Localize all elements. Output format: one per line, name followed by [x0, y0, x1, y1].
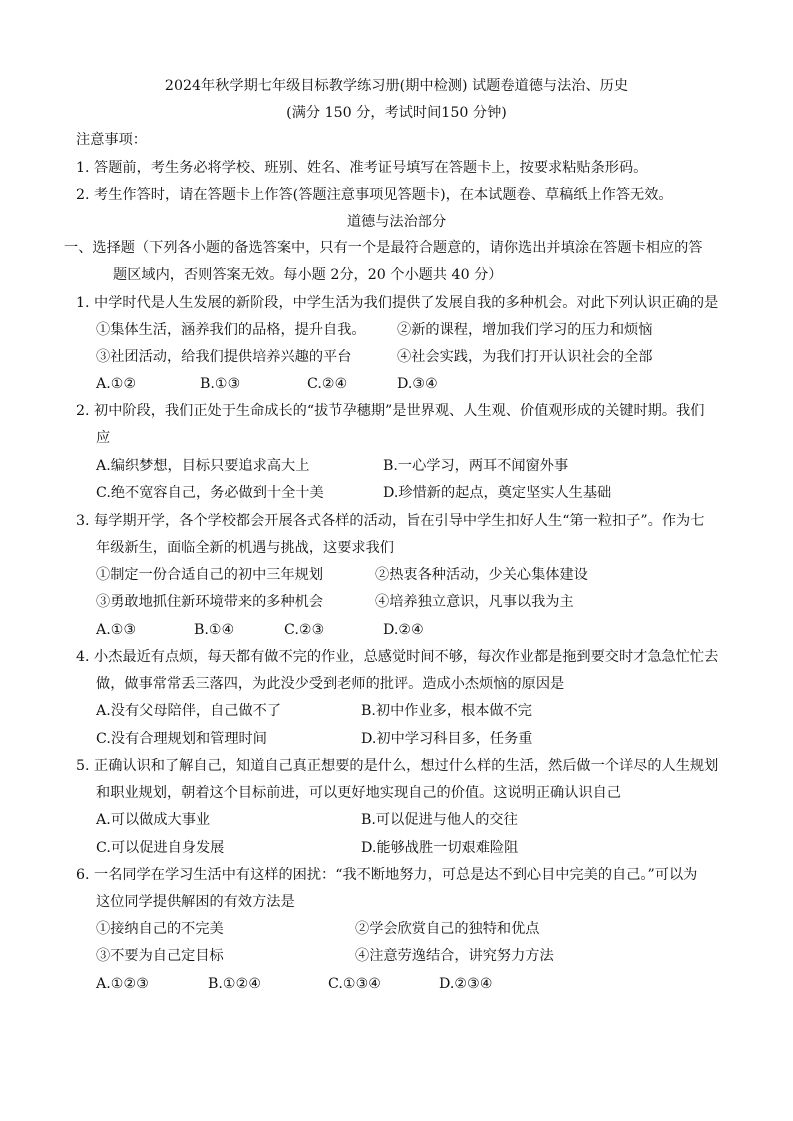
q5-option-b: B.可以促进与他人的交往	[361, 812, 518, 828]
q1-stem: 1. 中学时代是人生发展的新阶段，中学生活为我们提供了发展自我的多种机会。对此下列认识正确的是	[76, 295, 719, 311]
q6-statement-3: ③不要为自己定目标	[96, 948, 224, 964]
q2-stem-line2: 应	[96, 430, 111, 446]
q6-option-c: C.①③④	[328, 976, 382, 992]
q6-statement-1: ①接纳自己的不完美	[96, 921, 224, 937]
q6-stem-line2: 这位同学提供解困的有效方法是	[96, 894, 295, 910]
notice-item-2: 2. 考生作答时，请在答题卡上作答(答题注意事项见答题卡)，在本试题卷、草稿纸上作答无效。	[76, 187, 673, 203]
q1-option-b: B.①③	[200, 376, 241, 392]
q4-option-b: B.初中作业多，根本做不完	[361, 703, 532, 719]
q6-stem-line1: 6. 一名同学在学习生活中有这样的困扰：“我不断地努力，可总是达不到心目中完美的自己。”可以为	[76, 867, 698, 883]
q3-stem-line1: 3. 每学期开学，各个学校都会开展各式各样的活动，旨在引导中学生扣好人生“第一粒扣子”。作为七	[76, 513, 705, 529]
q1-statement-2: ②新的课程，增加我们学习的压力和烦恼	[397, 322, 653, 338]
notice-item-1: 1. 答题前，考生务必将学校、班别、姓名、准考证号填写在答题卡上，按要求粘贴条形码。	[76, 160, 648, 176]
q5-option-c: C.可以促进自身发展	[96, 840, 225, 856]
q4-stem-line1: 4. 小杰最近有点烦，每天都有做不完的作业，总感觉时间不够，每次作业都是拖到要交时才急急忙忙去	[76, 649, 719, 665]
q1-option-d: D.③④	[397, 376, 438, 392]
q3-option-b: B.①④	[194, 622, 235, 638]
q3-statement-3: ③勇敢地抓住新环境带来的多种机会	[96, 594, 324, 610]
q3-option-a: A.①③	[96, 622, 137, 638]
q3-option-c: C.②③	[284, 622, 325, 638]
q4-option-d: D.初中学习科目多，任务重	[361, 731, 533, 747]
q2-option-a: A.编织梦想，目标只要追求高大上	[96, 458, 310, 474]
q5-option-d: D.能够战胜一切艰难险阻	[361, 840, 519, 856]
q1-statement-4: ④社会实践，为我们打开认识社会的全部	[397, 349, 653, 365]
q6-option-b: B.①②④	[208, 976, 262, 992]
q4-stem-line2: 做，做事常常丢三落四，为此没少受到老师的批评。造成小杰烦恼的原因是	[96, 676, 565, 692]
exam-subtitle: (满分 150 分，考试时间150 分钟)	[286, 105, 507, 121]
q3-statement-1: ①制定一份合适自己的初中三年规划	[96, 567, 324, 583]
q2-option-b: B.一心学习，两耳不闻窗外事	[383, 458, 569, 474]
section-title: 道德与法治部分	[346, 214, 447, 230]
q1-statement-3: ③社团活动，给我们提供培养兴趣的平台	[96, 349, 352, 365]
q3-option-d: D.②④	[383, 622, 424, 638]
q1-option-c: C.②④	[307, 376, 348, 392]
q1-option-a: A.①②	[96, 376, 137, 392]
q6-option-a: A.①②③	[96, 976, 149, 992]
q5-stem-line1: 5. 正确认识和了解自己，知道自己真正想要的是什么，想过什么样的生活，然后做一个详尽的人生规划	[76, 758, 719, 774]
exam-title: 2024年秋学期七年级目标教学练习册(期中检测) 试题卷道德与法治、历史	[164, 78, 629, 94]
part1-instructions-line2: 题区域内，否则答案无效。每小题 2分，20 个小题共 40 分）	[113, 267, 503, 283]
q3-stem-line2: 年级新生，面临全新的机遇与挑战，这要求我们	[96, 540, 394, 556]
q6-statement-2: ②学会欣赏自己的独特和优点	[355, 921, 540, 937]
part1-instructions-line1: 一、选择题（下列各小题的备选答案中，只有一个是最符合题意的，请你选出并填涂在答题卡相应的答	[64, 240, 703, 256]
q4-option-a: A.没有父母陪伴，自己做不了	[96, 703, 282, 719]
q4-option-c: C.没有合理规划和管理时间	[96, 731, 267, 747]
q1-statement-1: ①集体生活，涵养我们的品格，提升自我。	[96, 322, 366, 338]
q3-statement-4: ④培养独立意识，凡事以我为主	[375, 594, 574, 610]
q5-stem-line2: 和职业规划，朝着这个目标前进，可以更好地实现自己的价值。这说明正确认识自己	[96, 785, 621, 801]
q5-option-a: A.可以做成大事业	[96, 812, 211, 828]
q2-option-c: C.绝不宽容自己，务必做到十全十美	[96, 485, 324, 501]
q3-statement-2: ②热衷各种活动，少关心集体建设	[375, 567, 588, 583]
q2-stem-line1: 2. 初中阶段，我们正处于生命成长的“拔节孕穗期”是世界观、人生观、价值观形成的关键时期。我们	[76, 403, 705, 419]
q6-option-d: D.②③④	[439, 976, 493, 992]
notice-heading: 注意事项：	[76, 132, 147, 148]
q2-option-d: D.珍惜新的起点，奠定坚实人生基础	[383, 485, 612, 501]
q6-statement-4: ④注意劳逸结合，讲究努力方法	[355, 948, 554, 964]
